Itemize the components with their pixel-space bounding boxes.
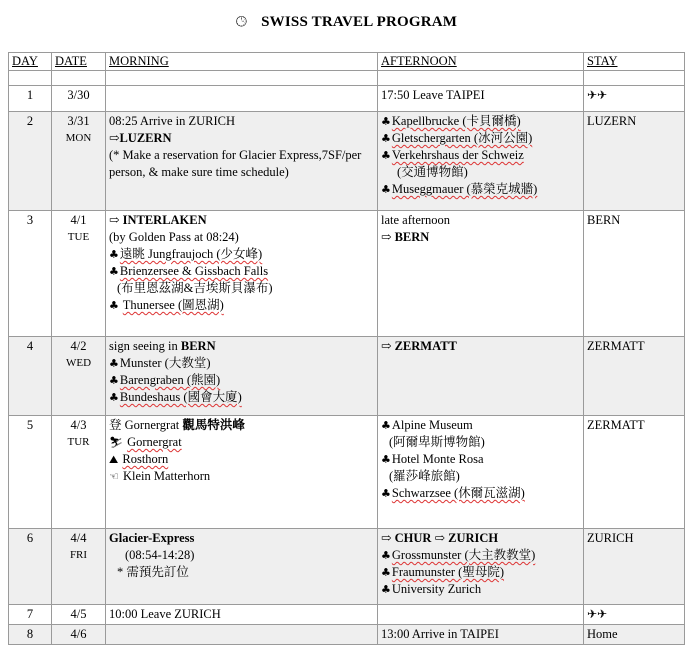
morning-item: Barengraben (熊園) xyxy=(119,373,221,387)
table-row xyxy=(9,416,685,529)
day-cell: 3 xyxy=(9,211,52,337)
morning-cell xyxy=(106,337,378,416)
title-text: SWISS TRAVEL PROGRAM xyxy=(261,14,458,30)
table-row xyxy=(9,211,685,337)
stay-cell: BERN xyxy=(584,211,685,337)
club-icon: ♣ xyxy=(381,549,391,562)
date-cell xyxy=(52,337,106,416)
club-icon: ♣ xyxy=(381,566,391,579)
morning-item: Gornergrat xyxy=(127,435,182,449)
morning-item: Thunersee (圖恩湖) xyxy=(122,298,224,312)
day-cell: 2 xyxy=(9,112,52,211)
header-afternoon: AFTERNOON xyxy=(378,53,584,71)
date-cell xyxy=(52,529,106,605)
header-stay: STAY xyxy=(584,53,685,71)
date-cell xyxy=(52,112,106,211)
morning-note: (* Make a reservation for Glacier Express,7SF/per person, & make sure time schedule) xyxy=(109,148,362,179)
afternoon-cell xyxy=(378,625,584,645)
weekday-value: MON xyxy=(65,132,92,144)
day-cell: 7 xyxy=(9,605,52,625)
header-date: DATE xyxy=(52,53,106,71)
weekday-value: TUR xyxy=(67,436,90,448)
afternoon-item: Verkehrshaus der Schweiz xyxy=(391,148,524,162)
club-icon: ♣ xyxy=(109,374,119,387)
day-cell: 1 xyxy=(9,86,52,112)
afternoon-cell xyxy=(378,86,584,112)
weekday-value: WED xyxy=(65,357,92,369)
afternoon-cell xyxy=(378,529,584,605)
date-cell xyxy=(52,211,106,337)
day-cell: 4 xyxy=(9,337,52,416)
clock-icon: 🕒︎ xyxy=(235,14,248,30)
date-value: 4/2 xyxy=(70,339,87,353)
date-value: 4/3 xyxy=(70,418,87,432)
date-value: 3/31 xyxy=(67,114,90,128)
afternoon-item: Schwarzsee (休爾瓦滋湖) xyxy=(391,486,525,500)
afternoon-item: 13:00 Arrive in TAIPEI xyxy=(381,627,499,641)
stay-cell: ZERMATT xyxy=(584,416,685,529)
afternoon-cell xyxy=(378,605,584,625)
club-icon: ♣ xyxy=(109,357,119,370)
table-row xyxy=(9,605,685,625)
morning-destination: BERN xyxy=(180,339,216,353)
date-cell xyxy=(52,416,106,529)
morning-highlight: 觀馬特洪峰 xyxy=(182,418,245,432)
day-cell: 5 xyxy=(9,416,52,529)
morning-cell xyxy=(106,529,378,605)
stay-cell: Home xyxy=(584,625,685,645)
club-icon: ♣ xyxy=(109,299,119,312)
afternoon-item: Hotel Monte Rosa xyxy=(391,452,484,466)
afternoon-cell xyxy=(378,416,584,529)
spacer-row xyxy=(9,71,685,86)
morning-item: sign seeing in xyxy=(109,339,178,353)
club-icon: ♣ xyxy=(381,419,391,432)
club-icon: ♣ xyxy=(381,487,391,500)
afternoon-destination: ⇨ ZERMATT xyxy=(381,339,457,353)
afternoon-cell xyxy=(378,337,584,416)
morning-item: 08:25 Arrive in ZURICH xyxy=(109,114,236,128)
club-icon: ♣ xyxy=(109,265,119,278)
mountain-icon: ⛰ xyxy=(109,453,119,466)
table-row xyxy=(9,112,685,211)
table-row xyxy=(9,625,685,645)
morning-item: Klein Matterhorn xyxy=(123,469,211,483)
morning-item: 登 Gornergrat xyxy=(109,418,180,432)
ski-icon: ⛷ xyxy=(109,436,123,449)
afternoon-destination: ⇨ CHUR ⇨ ZURICH xyxy=(381,531,499,545)
morning-cell xyxy=(106,112,378,211)
club-icon: ♣ xyxy=(381,149,391,162)
stay-cell xyxy=(584,605,685,625)
table-row xyxy=(9,86,685,112)
header-row xyxy=(9,53,685,71)
morning-destination: ⇨LUZERN xyxy=(109,131,172,145)
afternoon-item: Kapellbrucke (卡貝爾橋) xyxy=(391,114,521,128)
morning-destination: Glacier-Express xyxy=(109,531,195,545)
afternoon-item: (阿爾卑斯博物館) xyxy=(389,435,485,449)
afternoon-cell xyxy=(378,112,584,211)
date-cell: 4/5 xyxy=(52,605,106,625)
afternoon-item: Museggmauer (慕榮克城牆) xyxy=(391,182,538,196)
travel-table xyxy=(8,52,685,645)
morning-item: Bundeshaus (國會大廈) xyxy=(119,390,242,404)
afternoon-item: Gletschergarten (冰河公園) xyxy=(391,131,533,145)
morning-item: (布里恩茲湖&吉埃斯貝瀑布) xyxy=(117,281,273,295)
morning-item: Rosthorn xyxy=(122,452,169,466)
club-icon: ♣ xyxy=(109,248,119,261)
afternoon-item: Fraumunster (聖母院) xyxy=(391,565,505,579)
day-cell: 6 xyxy=(9,529,52,605)
morning-item: Brienzersee & Gissbach Falls xyxy=(119,264,269,278)
club-icon: ♣ xyxy=(381,132,391,145)
club-icon: ♣ xyxy=(381,115,391,128)
date-value: 4/4 xyxy=(70,531,87,545)
weekday-value: TUE xyxy=(67,231,90,243)
stay-cell: ZURICH xyxy=(584,529,685,605)
airplane-icon: ✈✈ xyxy=(587,607,608,621)
morning-item: Munster (大教堂) xyxy=(119,356,211,370)
afternoon-item: 17:50 Leave TAIPEI xyxy=(381,88,485,102)
morning-item: 遠眺 Jungfraujoch (少女峰) xyxy=(119,247,263,261)
club-icon: ♣ xyxy=(381,583,391,596)
table-row xyxy=(9,337,685,416)
afternoon-item: late afternoon xyxy=(381,213,451,227)
document-title xyxy=(0,14,693,31)
morning-cell xyxy=(106,416,378,529)
stay-cell: LUZERN xyxy=(584,112,685,211)
club-icon: ♣ xyxy=(109,391,119,404)
airplane-icon: ✈✈ xyxy=(587,88,608,102)
morning-cell xyxy=(106,211,378,337)
morning-item: * 需預先訂位 xyxy=(117,565,189,579)
afternoon-item: Grossmunster (大主教教堂) xyxy=(391,548,536,562)
day-cell: 8 xyxy=(9,625,52,645)
morning-cell xyxy=(106,625,378,645)
morning-cell xyxy=(106,605,378,625)
afternoon-item: Alpine Museum xyxy=(391,418,473,432)
morning-cell xyxy=(106,86,378,112)
afternoon-destination: ⇨ BERN xyxy=(381,230,430,244)
stay-cell: ZERMATT xyxy=(584,337,685,416)
club-icon: ♣ xyxy=(381,183,391,196)
header-day: DAY xyxy=(9,53,52,71)
afternoon-cell xyxy=(378,211,584,337)
date-cell: 3/30 xyxy=(52,86,106,112)
club-icon: ♣ xyxy=(381,453,391,466)
morning-item: 10:00 Leave ZURICH xyxy=(109,607,221,621)
stay-cell xyxy=(584,86,685,112)
morning-item: (by Golden Pass at 08:24) xyxy=(109,230,239,244)
pointing-hand-icon: ☜ xyxy=(109,470,119,483)
morning-destination: ⇨ INTERLAKEN xyxy=(109,213,207,227)
header-morning: MORNING xyxy=(106,53,378,71)
date-value: 4/1 xyxy=(70,213,87,227)
weekday-value: FRI xyxy=(69,549,88,561)
date-cell: 4/6 xyxy=(52,625,106,645)
table-row xyxy=(9,529,685,605)
afternoon-item: (交通博物館) xyxy=(397,165,468,179)
afternoon-item: (羅莎峰旅館) xyxy=(389,469,460,483)
morning-item: (08:54-14:28) xyxy=(125,548,195,562)
afternoon-item: University Zurich xyxy=(391,582,482,596)
